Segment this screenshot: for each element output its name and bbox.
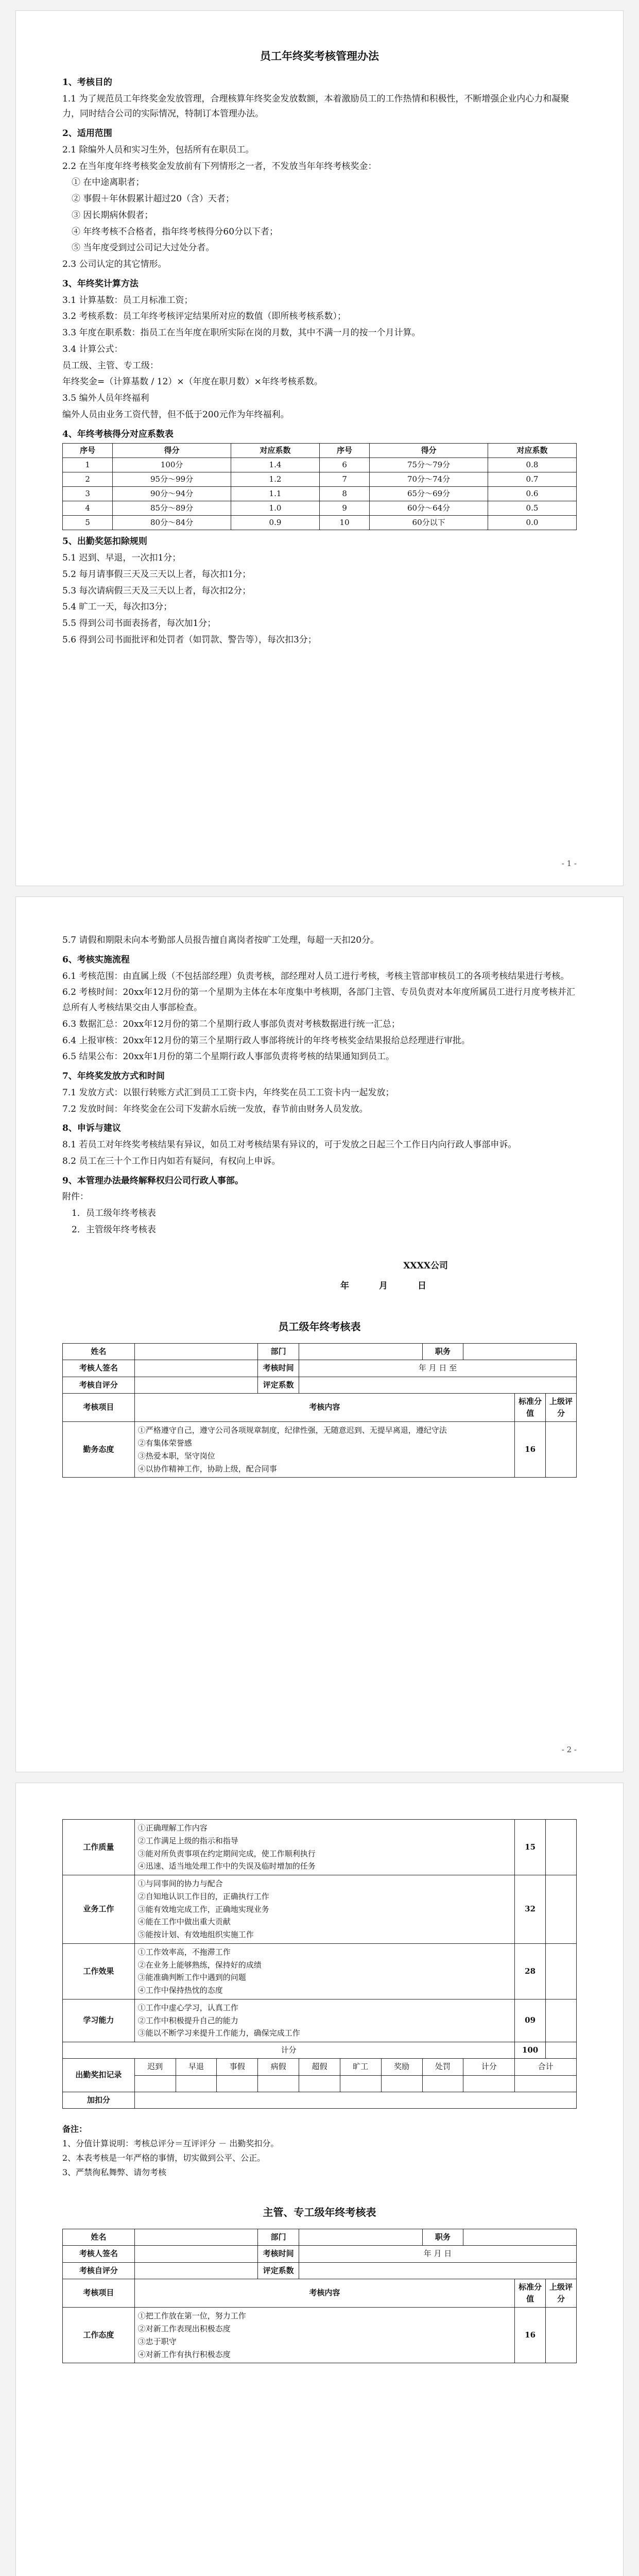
criterion: ③能准确判断工作中遇到的问题 [137, 1973, 246, 1982]
table-cell: 85分～89分 [113, 501, 231, 516]
list-item: 7.1 发放方式：以银行转账方式汇到员工工资卡内，年终奖在员工工资卡内一起发放； [62, 1087, 394, 1098]
name-field[interactable] [134, 1344, 257, 1360]
criterion: ⑤能按计划、有效地组织实施工作 [137, 1930, 254, 1939]
table-cell: 3 [63, 487, 113, 501]
paragraph: 2.3 公司认定的其它情形。 [62, 259, 167, 269]
staff-form-title: 员工级年终考核表 [278, 1320, 361, 1333]
criterion: ③热爱本职，坚守岗位 [137, 1451, 215, 1461]
attendance-field[interactable] [258, 2075, 299, 2092]
sup-score-field[interactable] [546, 2308, 577, 2363]
table-cell: 0.6 [488, 487, 576, 501]
mgr-form-table [62, 2229, 577, 2363]
total-label: 计分 [63, 2042, 515, 2059]
eval-score-label: 评定系数 [258, 2262, 299, 2279]
table-row [63, 458, 577, 472]
table-cell: 80分～84分 [113, 516, 231, 530]
section-heading: 7、年终奖发放方式和时间 [62, 1071, 165, 1081]
list-item: 5.5 得到公司书面表扬者，每次加1分； [62, 618, 216, 629]
list-item: ③ 因长期病休假者； [72, 210, 153, 221]
item-content [134, 1875, 514, 1944]
attendance-col: 事假 [217, 2059, 258, 2075]
criterion: ①工作效率高，不拖滞工作 [137, 1947, 231, 1957]
item-content [134, 2308, 514, 2363]
table-cell: 1 [63, 458, 113, 472]
criterion: ①正确理解工作内容 [137, 1823, 208, 1833]
table-cell: 0.0 [488, 516, 576, 530]
attendance-col: 合计 [515, 2059, 577, 2075]
list-item: 8.2 员工在三十个工作日内如若有疑问，有权向上申诉。 [62, 1156, 281, 1166]
name-label: 姓名 [63, 2229, 135, 2246]
table-header: 得分 [370, 444, 488, 458]
evaluator-field[interactable] [134, 2246, 257, 2262]
section-heading: 6、考核实施流程 [62, 954, 130, 965]
criterion: ②工作满足上级的指示和指导 [137, 1836, 238, 1845]
criterion: ③能有效地完成工作，正确地实现业务 [137, 1904, 269, 1914]
criterion: ④工作中保持热忱的态度 [137, 1986, 223, 1995]
list-item: 5.1 迟到、早退，一次扣1分； [62, 553, 181, 563]
list-item: 5.2 每月请事假三天及三天以上者，每次扣1分； [62, 569, 251, 580]
date-year: 年 [340, 1281, 350, 1292]
table-cell: 75分～79分 [370, 458, 488, 472]
dept-field[interactable] [299, 1344, 422, 1360]
table-header: 序号 [63, 444, 113, 458]
table-cell: 1.4 [231, 458, 319, 472]
signature-date [62, 1279, 577, 1294]
total-sup-field[interactable] [546, 2042, 577, 2059]
eval-score-label: 评定系数 [258, 1377, 299, 1393]
attendance-field[interactable] [381, 2075, 422, 2092]
table-cell: 60分～64分 [370, 501, 488, 516]
table-cell: 9 [319, 501, 369, 516]
section-heading: 1、考核目的 [62, 77, 112, 88]
period-label: 考核时间 [258, 2246, 299, 2262]
attendance-field[interactable] [340, 2075, 381, 2092]
table-cell: 70分～74分 [370, 472, 488, 487]
table-row [63, 1943, 577, 1999]
paragraph: 3.4 计算公式： [62, 344, 123, 354]
table-header-row [63, 444, 577, 458]
table-cell: 7 [319, 472, 369, 487]
table-row [63, 516, 577, 530]
attendance-field[interactable] [422, 2075, 463, 2092]
table-header: 序号 [319, 444, 369, 458]
table-cell: 95分～99分 [113, 472, 231, 487]
sup-score-header: 上级评分 [546, 2279, 577, 2308]
attendance-field[interactable] [515, 2075, 577, 2092]
table-cell: 90分～94分 [113, 487, 231, 501]
attendance-col: 早退 [176, 2059, 217, 2075]
company-name: XXXX公司 [403, 1260, 448, 1271]
table-cell: 10 [319, 516, 369, 530]
evaluator-field[interactable] [134, 1360, 257, 1377]
list-item: ① 在中途离职者； [72, 177, 145, 188]
item-name: 工作态度 [63, 2308, 135, 2363]
table-cell: 0.9 [231, 516, 319, 530]
period-field[interactable]: 年 月 日 至 [299, 1360, 577, 1377]
criterion: ④以协作精神工作，协助上级，配合同事 [137, 1464, 277, 1473]
table-cell: 60分以下 [370, 516, 488, 530]
std-score-header: 标准分值 [515, 2279, 546, 2308]
item-content [134, 1943, 514, 1999]
list-item: 6.2 考核时间：20xx年12月份的第一个星期为主体在本年度集中考核期，各部门主管、专员负责对本年度所属员工进行月度考核并汇总所有人考核结果交由人事部检查。 [62, 987, 575, 1013]
list-item: ④ 年终考核不合格者，指年终考核得分60分以下者； [72, 226, 279, 237]
item-content [134, 1820, 514, 1875]
table-cell: 1.0 [231, 501, 319, 516]
table-cell: 8 [319, 487, 369, 501]
item-name: 学习能力 [63, 1999, 135, 2042]
page-number: - 2 - [561, 1744, 577, 1754]
criterion: ①严格遵守自己，遵守公司各项规章制度，纪律性强，无随意迟到、无提早离退，遵纪守法 [137, 1426, 447, 1435]
self-score-field[interactable] [134, 2262, 257, 2279]
criterion: ④迅速、适当地处理工作中的失误及临时增加的任务 [137, 1861, 316, 1871]
attachments-heading: 附件： [62, 1192, 89, 1202]
criterion: ①工作中虚心学习，认真工作 [137, 2003, 238, 2012]
attachment-item: 1．员工级年终考核表 [72, 1208, 156, 1218]
sup-score-field[interactable] [546, 1875, 577, 1944]
table-row [63, 2308, 577, 2363]
table-header: 对应系数 [231, 444, 319, 458]
self-score-label: 考核自评分 [63, 1377, 135, 1393]
attendance-col: 迟到 [134, 2059, 176, 2075]
attendance-label: 出勤奖扣记录 [63, 2059, 135, 2092]
staff-notes [62, 2122, 577, 2180]
page-1 [15, 10, 624, 886]
criterion: ①把工作放在第一位，努力工作 [137, 2311, 246, 2321]
attendance-field[interactable] [176, 2075, 217, 2092]
dept-label: 部门 [258, 1344, 299, 1360]
section-heading: 4、年终考核得分对应系数表 [62, 429, 174, 439]
paragraph: 3.3 年度在职系数：指员工在当年度在职所实际在岗的月数，其中不满一月的按一个月计算。 [62, 328, 421, 338]
list-item: 6.4 上报审核：20xx年12月份的第三个星期行政人事部将统计的年终考核奖金结果报给总经理进行审批。 [62, 1035, 470, 1046]
std-score: 09 [515, 1999, 546, 2042]
paragraph: 2.2 在当年度年终考核奖金发放前有下列情形之一者，不发放当年年终考核奖金： [62, 161, 377, 172]
item-name: 工作效果 [63, 1943, 135, 1999]
content-header: 考核内容 [134, 2279, 514, 2308]
table-cell: 4 [63, 501, 113, 516]
criterion: ④对新工作有执行积极态度 [137, 2349, 231, 2359]
date-day: 日 [418, 1281, 427, 1292]
list-item: ⑤ 当年度受到过公司记大过处分者。 [72, 243, 215, 253]
position-label: 职务 [422, 2229, 463, 2246]
table-cell: 0.5 [488, 501, 576, 516]
attendance-field[interactable] [217, 2075, 258, 2092]
evaluator-label: 考核人签名 [63, 2246, 135, 2262]
list-item: 5.7 请假和期限未向本考勤部人员报告擅自离岗者按旷工处理，每超一天扣20分。 [62, 935, 379, 945]
evaluator-label: 考核人签名 [63, 1360, 135, 1377]
list-item: 6.1 考核范围：由直属上级（不包括部经理）负责考核，部经理对人员工进行考核，考核主管部审核员工的各项考核结果进行考核。 [62, 971, 569, 981]
page-number: - 1 - [561, 858, 577, 868]
grade-table [62, 443, 577, 530]
table-cell: 1.1 [231, 487, 319, 501]
attendance-col: 病假 [258, 2059, 299, 2075]
std-score: 15 [515, 1820, 546, 1875]
criterion: ①与同事间的协力与配合 [137, 1879, 223, 1888]
std-score-header: 标准分值 [515, 1393, 546, 1422]
item-content [134, 1999, 514, 2042]
attendance-col: 计分 [463, 2059, 515, 2075]
page-2 [15, 896, 624, 1772]
eval-score-field[interactable] [299, 1377, 577, 1393]
table-row [63, 1422, 577, 1478]
staff-form-table-cont [62, 1819, 577, 2109]
bonus-field[interactable] [134, 2092, 576, 2108]
criterion: ②自知地认识工作目的，正确执行工作 [137, 1891, 269, 1901]
paragraph: 3.2 考核系数：员工年终考核评定结果所对应的数值（即所核考核系数）； [62, 311, 346, 322]
table-cell: 65分～69分 [370, 487, 488, 501]
table-cell: 100分 [113, 458, 231, 472]
table-row [63, 1875, 577, 1944]
sup-score-field[interactable] [546, 1820, 577, 1875]
dept-field[interactable] [299, 2229, 422, 2246]
table-cell: 0.7 [488, 472, 576, 487]
sup-score-field[interactable] [546, 1999, 577, 2042]
list-item: 6.5 结果公布：20xx年1月份的第二个星期行政人事部负责将考核的结果通知到员工。 [62, 1052, 395, 1062]
table-cell: 2 [63, 472, 113, 487]
position-field[interactable] [463, 1344, 577, 1360]
attendance-col: 旷工 [340, 2059, 381, 2075]
staff-form-table [62, 1343, 577, 1478]
paragraph: 1.1 为了规范员工年终奖金发放管理，合理核算年终奖金发放数额，本着激励员工的工作热情和积极性，不断增强企业内心力和凝聚力，同时结合公司的实际情况，特制订本管理办法。 [62, 93, 569, 120]
paragraph: 3.1 计算基数：员工月标准工资； [62, 295, 193, 306]
section-heading: 8、申诉与建议 [62, 1123, 121, 1134]
table-row [63, 501, 577, 516]
table-row [63, 1999, 577, 2042]
period-label: 考核时间 [258, 1360, 299, 1377]
table-cell: 0.8 [488, 458, 576, 472]
notes-heading: 备注： [62, 2124, 88, 2134]
attendance-col: 奖励 [381, 2059, 422, 2075]
self-score-field[interactable] [134, 1377, 257, 1393]
position-field[interactable] [463, 2229, 577, 2246]
sup-score-field[interactable] [546, 1943, 577, 1999]
attendance-col: 超假 [299, 2059, 340, 2075]
section-heading: 2、适用范围 [62, 128, 112, 139]
std-score: 16 [515, 1422, 546, 1478]
criterion: ③忠于职守 [137, 2336, 177, 2346]
page-3 [15, 1783, 624, 2576]
table-row [63, 1820, 577, 1875]
list-item: 5.6 得到公司书面批评和处罚者（如罚款、警告等），每次扣3分； [62, 634, 317, 645]
criterion: ④能在工作中做出重大贡献 [137, 1917, 231, 1927]
name-label: 姓名 [63, 1344, 135, 1360]
dept-label: 部门 [258, 2229, 299, 2246]
item-header: 考核项目 [63, 1393, 135, 1422]
list-item: 8.1 若员工对年终奖考核结果有异议，如员工对考核结果有异议的，可于发放之日起三个工作日内向行政人事部申诉。 [62, 1140, 517, 1150]
item-name: 业务工作 [63, 1875, 135, 1944]
table-cell: 6 [319, 458, 369, 472]
paragraph: 员工级、主管、专工级： [62, 360, 159, 371]
table-row [63, 487, 577, 501]
attachment-item: 2．主管级年终考核表 [72, 1224, 156, 1235]
mgr-form-title: 主管、专工级年终考核表 [263, 2206, 376, 2218]
eval-score-field[interactable] [299, 2262, 577, 2279]
item-header: 考核项目 [63, 2279, 135, 2308]
criterion: ③能以不断学习来提升工作能力，确保完成工作 [137, 2028, 300, 2038]
table-header: 对应系数 [488, 444, 576, 458]
sup-score-header: 上级评分 [546, 1393, 577, 1422]
criterion: ②对新工作表现出积极态度 [137, 2324, 231, 2333]
list-item: 5.3 每次请病假三天及三天以上者，每次扣2分； [62, 585, 251, 596]
list-item: 5.4 旷工一天，每次扣3分； [62, 602, 172, 613]
sup-score-field[interactable] [546, 1422, 577, 1478]
doc-title: 员工年终奖考核管理办法 [260, 49, 379, 62]
note-item: 1、分值计算说明：考核总评分＝互评评分 － 出勤奖扣分。 [62, 2139, 279, 2148]
std-score: 16 [515, 2308, 546, 2363]
criterion: ②有集体荣誉感 [137, 1438, 192, 1448]
criterion: ③能对所负责事项在约定期间完成，使工作顺利执行 [137, 1849, 316, 1858]
item-name: 工作质量 [63, 1820, 135, 1875]
table-cell: 5 [63, 516, 113, 530]
paragraph: 3.5 编外人员年终福利 [62, 393, 149, 403]
attendance-col: 处罚 [422, 2059, 463, 2075]
paragraph: 2.1 除编外人员和实习生外，包括所有在职员工。 [62, 144, 254, 155]
paragraph: 编外人员由业务工资代替，但不低于200元作为年终福利。 [62, 409, 289, 420]
section-heading: 3、年终奖计算方法 [62, 278, 139, 289]
list-item: ② 事假＋年休假累计超过20（含）天者； [72, 194, 235, 204]
criterion: ②工作中积极提升自己的能力 [137, 2015, 238, 2025]
table-cell: 1.2 [231, 472, 319, 487]
note-item: 2、本表考核是一年严格的事情，切实做到公平、公正。 [62, 2153, 266, 2163]
note-item: 3、严禁徇私舞弊、请勿考核 [62, 2167, 167, 2177]
period-field[interactable]: 年 月 日 [299, 2246, 577, 2262]
section-heading: 9、本管理办法最终解释权归公司行政人事部。 [62, 1175, 244, 1186]
item-name: 勤务态度 [63, 1422, 135, 1478]
name-field[interactable] [134, 2229, 257, 2246]
criterion: ②在业务上能够熟练，保持好的成绩 [137, 1960, 262, 1970]
content-header: 考核内容 [134, 1393, 514, 1422]
list-item: 6.3 数据汇总：20xx年12月份的第二个星期行政人事部负责对考核数据进行统一汇总； [62, 1019, 400, 1029]
self-score-label: 考核自评分 [63, 2262, 135, 2279]
date-month: 月 [379, 1281, 389, 1292]
item-content [134, 1422, 514, 1478]
std-score: 32 [515, 1875, 546, 1944]
total-score: 100 [515, 2042, 546, 2059]
table-header: 得分 [113, 444, 231, 458]
attendance-field[interactable] [299, 2075, 340, 2092]
bonus-label: 加扣分 [63, 2092, 135, 2108]
table-row [63, 472, 577, 487]
std-score: 28 [515, 1943, 546, 1999]
list-item: 7.2 发放时间：年终奖金在公司下发薪水后统一发放，春节前由财务人员发放。 [62, 1104, 368, 1114]
section-heading: 5、出勤奖惩扣除规则 [62, 536, 147, 547]
attendance-field[interactable] [134, 2075, 176, 2092]
attendance-field[interactable] [463, 2075, 515, 2092]
formula: 年终奖金=（计算基数 / 12）×（年度在职月数）×年终考核系数。 [62, 377, 323, 387]
position-label: 职务 [422, 1344, 463, 1360]
